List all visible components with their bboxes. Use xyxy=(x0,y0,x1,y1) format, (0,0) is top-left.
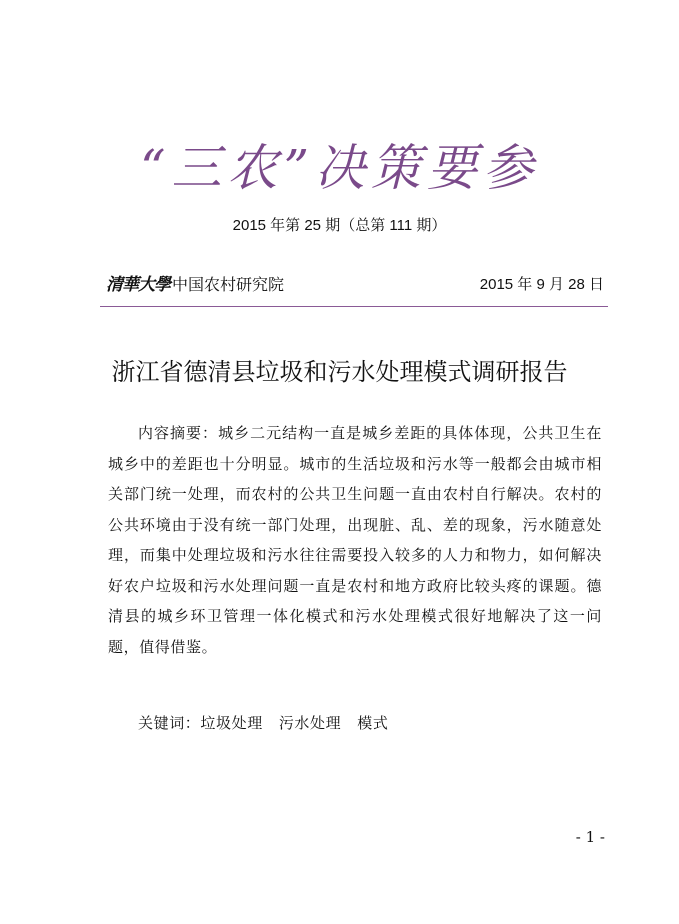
university-logo: 清華大學 xyxy=(106,275,170,295)
organization-row xyxy=(106,272,604,298)
keyword-item: 模式 xyxy=(357,714,389,732)
page-number: - 1 - xyxy=(575,828,605,846)
keyword-item: 污水处理 xyxy=(278,714,342,732)
institute-name: 中国农村研究院 xyxy=(172,275,285,294)
keywords-line xyxy=(108,708,602,738)
masthead-title: “三农”决策要参 xyxy=(139,139,540,197)
issue-number: 2015 年第 25 期（总第 111 期） xyxy=(232,217,447,234)
publication-date: 2015 年 9 月 28 日 xyxy=(479,276,604,293)
header-divider xyxy=(100,306,608,307)
abstract-paragraph: 内容摘要：城乡二元结构一直是城乡差距的具体体现，公共卫生在城乡中的差距也十分明显。城市的生活垃圾和污水等一般都会由城市相关部门统一处理，而农村的公共卫生问题一直由农村自行解决。农村的公共环境由于没有统一部门处理，出现脏、乱、差的现象，污水随意处理，而集中处理垃圾和污水往往需要投入较多的人力和物力，如何解决好农户垃圾和污水处理问题一直是农村和地方政府比较头疼的课题。德清县的城乡环卫管理一体化模式和污水处理模式很好地解决了这一问题，值得借鉴。 xyxy=(108,424,602,656)
report-title: 浙江省德清县垃圾和污水处理模式调研报告 xyxy=(111,358,568,386)
keywords-label: 关键词： xyxy=(138,714,201,732)
keyword-item: 垃圾处理 xyxy=(200,714,263,732)
